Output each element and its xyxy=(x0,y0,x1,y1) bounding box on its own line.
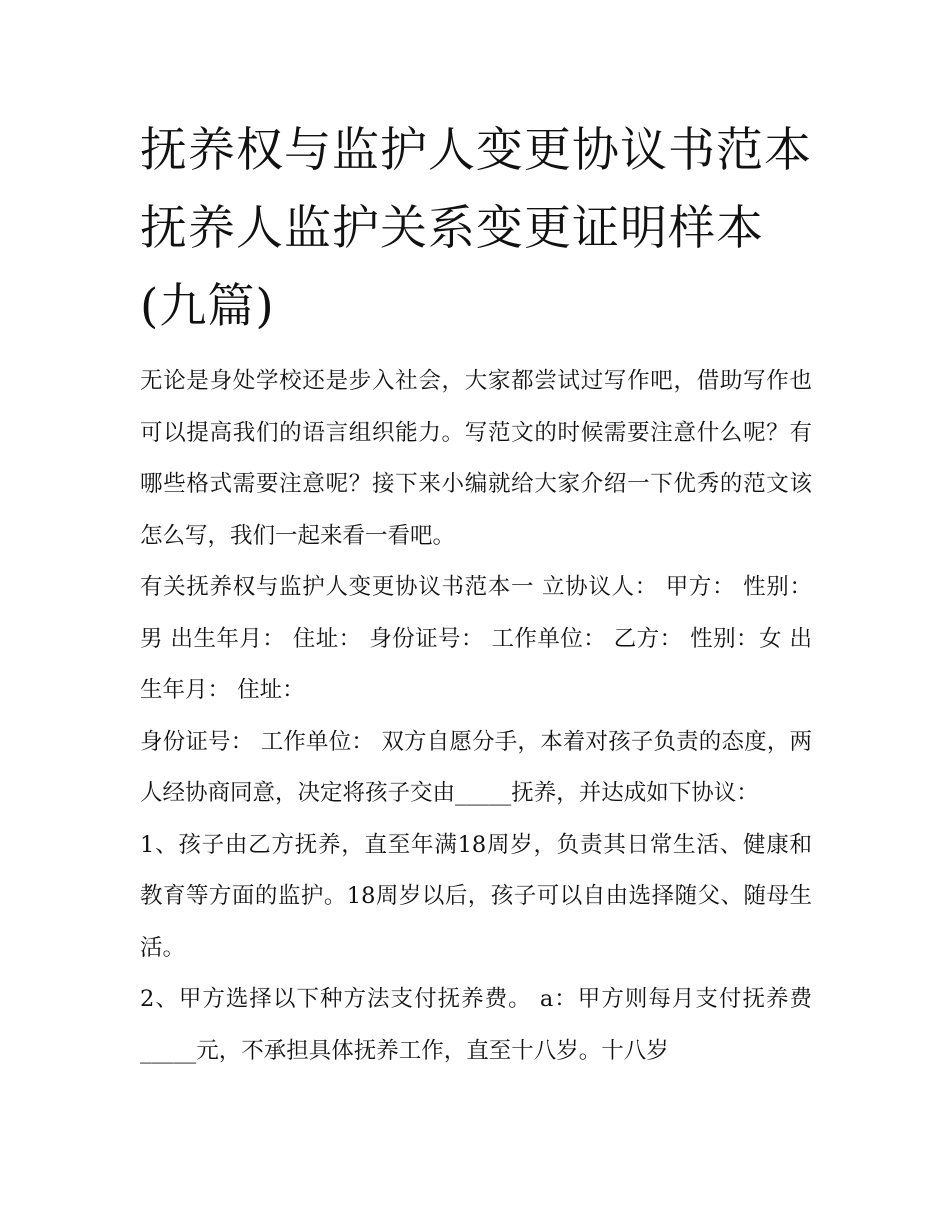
document-body xyxy=(140,112,812,1077)
clause-2-paragraph: 2、甲方选择以下种方法支付抚养费。 a：甲方则每月支付抚养费_____元，不承担具体抚养工作，直至十八岁。十八岁 xyxy=(140,986,812,1064)
intro-paragraph: 无论是身处学校还是步入社会，大家都尝试过写作吧，借助写作也可以提高我们的语言组织能力。写范文的时候需要注意什么呢？有哪些格式需要注意呢？接下来小编就给大家介绍一下优秀的范文该怎么写，我们一起来看一看吧。 xyxy=(140,368,812,549)
parties-paragraph: 有关抚养权与监护人变更协议书范本一 立协议人： 甲方： 性别：男 出生年月： 住址： 身份证号： 工作单位： 乙方： 性别：女 出生年月： 住址： xyxy=(140,574,812,703)
clause-1-paragraph: 1、孩子由乙方抚养，直至年满18周岁，负责其日常生活、健康和教育等方面的监护。18周岁以后，孩子可以自由选择随父、随母生活。 xyxy=(140,831,812,961)
agreement-preamble-paragraph: 身份证号： 工作单位： 双方自愿分手，本着对孩子负责的态度，两人经协商同意，决定将孩子交由_____抚养，并达成如下协议： xyxy=(140,728,812,806)
document-title: 抚养权与监护人变更协议书范本 抚养人监护关系变更证明样本(九篇) xyxy=(140,123,812,334)
